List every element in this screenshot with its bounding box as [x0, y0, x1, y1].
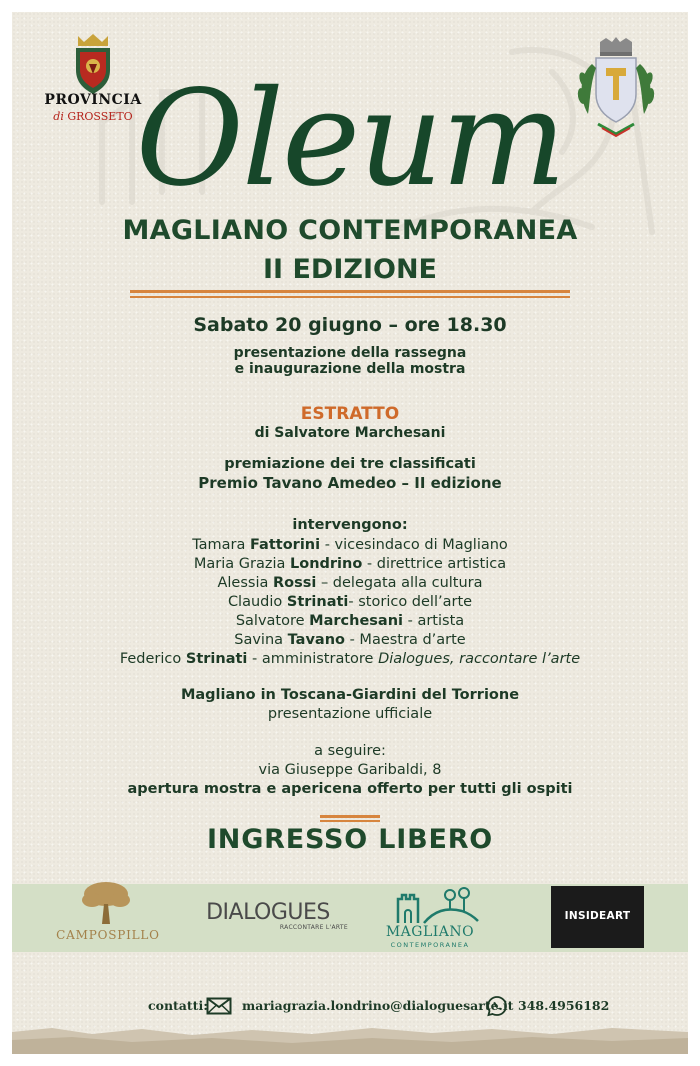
divider-top	[130, 290, 570, 293]
divider-top-thin	[130, 296, 570, 298]
speaker-first-name: Federico	[119, 651, 182, 667]
speaker-first-name: Salvatore	[235, 613, 305, 629]
exhibition-author: di Salvatore Marchesani	[254, 425, 446, 441]
presentation-line1: presentazione della rassegna	[233, 345, 467, 361]
speaker-role: - direttrice artistica	[362, 556, 507, 572]
award-line2: Premio Tavano Amedeo – II edizione	[198, 474, 502, 492]
speaker-role: - vicesindaco di Magliano	[320, 537, 508, 553]
speaker-role: - Maestra d’arte	[344, 632, 466, 648]
speaker-last-name: Strinati	[185, 651, 248, 667]
venue-note: presentazione ufficiale	[267, 706, 433, 722]
speaker-item	[12, 612, 688, 631]
mail-icon	[206, 997, 232, 1015]
whatsapp-icon	[486, 995, 508, 1017]
speaker-role: – delegata alla cultura	[316, 575, 483, 591]
sponsor-insideart: INSIDEART	[564, 910, 631, 922]
award-line1: premiazione dei tre classificati	[224, 456, 476, 472]
province-city: GROSSETO	[67, 110, 133, 123]
speaker-item	[12, 593, 688, 612]
speaker-last-name: Rossi	[272, 575, 317, 591]
contacts-bar	[12, 994, 688, 1018]
contacts-label: contatti:	[148, 998, 208, 1013]
presentation-line2: e inaugurazione della mostra	[234, 361, 466, 377]
speakers-heading: intervengono:	[292, 517, 408, 533]
poster	[12, 12, 688, 1054]
follow-description: apertura mostra e apericena offerto per tutti gli ospiti	[127, 781, 573, 797]
speaker-first-name: Maria Grazia	[193, 556, 286, 572]
speaker-last-name: Tavano	[287, 632, 345, 648]
speaker-first-name: Tamara	[192, 537, 246, 553]
magliano-castle-icon	[384, 885, 480, 925]
venue: Magliano in Toscana-Giardini del Torrione	[180, 687, 520, 703]
sponsor-magliano-tagline: CONTEMPORANEA	[390, 941, 470, 949]
speaker-role: - storico dell’arte	[348, 594, 473, 610]
speaker-item	[12, 555, 688, 574]
event-date: Sabato 20 giugno – ore 18.30	[193, 314, 507, 336]
speaker-first-name: Claudio	[227, 594, 283, 610]
speaker-first-name: Savina	[234, 632, 284, 648]
speaker-role: - amministratore	[247, 651, 379, 667]
speaker-item	[12, 536, 688, 555]
event-subtitle-line2: II EDIZIONE	[262, 254, 437, 285]
speaker-last-name: Fattorini	[250, 537, 321, 553]
province-prefix: di	[53, 110, 64, 123]
torn-paper-edge	[12, 1022, 688, 1054]
divider-bottom	[320, 815, 380, 818]
exhibition-title: ESTRATTO	[300, 404, 400, 424]
province-name: PROVINCIA	[44, 92, 142, 108]
event-subtitle-line1: MAGLIANO CONTEMPORANEA	[122, 215, 578, 246]
sponsor-magliano: MAGLIANO	[385, 924, 475, 940]
follow-address: via Giuseppe Garibaldi, 8	[258, 762, 442, 778]
sponsor-campospillo: CAMPOSPILLO	[56, 928, 160, 942]
speaker-item	[12, 631, 688, 650]
sponsor-dialogues: DIALOGUES	[206, 900, 330, 925]
divider-bottom-thin	[320, 820, 380, 822]
speaker-last-name: Strinati	[286, 594, 349, 610]
contact-phone-link[interactable]: 348.4956182	[518, 998, 610, 1013]
speaker-last-name: Marchesani	[309, 613, 403, 629]
speaker-item	[12, 650, 688, 669]
follow-intro: a seguire:	[314, 743, 386, 759]
speaker-item	[12, 574, 688, 593]
event-title: Oleum	[135, 62, 565, 216]
free-entry: INGRESSO LIBERO	[206, 824, 494, 855]
speaker-role-italic: Dialogues, raccontare l’arte	[378, 651, 581, 667]
sponsor-dialogues-tagline: RACCONTARE L'ARTE	[279, 924, 348, 931]
speaker-last-name: Londrino	[290, 556, 363, 572]
speaker-role: - artista	[403, 613, 465, 629]
olive-tree-icon	[78, 880, 134, 926]
contact-email-link[interactable]: mariagrazia.londrino@dialoguesarte.it	[242, 998, 514, 1013]
speaker-first-name: Alessia	[217, 575, 269, 591]
